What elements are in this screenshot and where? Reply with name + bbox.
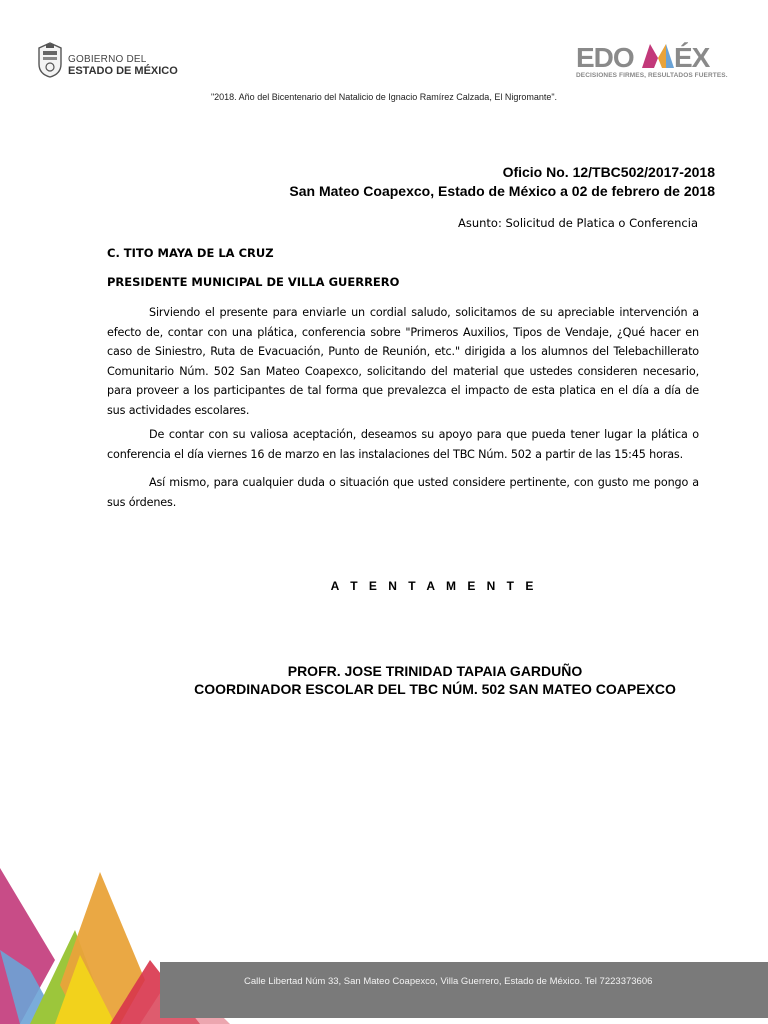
recipient-title: PRESIDENTE MUNICIPAL DE VILLA GUERRERO: [107, 275, 400, 289]
closing-salutation: A T E N T A M E N T E: [330, 579, 538, 593]
footer-address: Calle Libertad Núm 33, San Mateo Coapexco, Villa Guerrero, Estado de México. Tel 7223373606: [244, 976, 653, 987]
signer-name: PROFR. JOSE TRINIDAD TAPAIA GARDUÑO: [287, 663, 583, 679]
edomex-logo: [574, 40, 736, 84]
place-date: San Mateo Coapexco, Estado de México a 02 de febrero de 2018: [289, 183, 715, 199]
gov-logo-line2: ESTADO DE MÉXICO: [68, 65, 178, 77]
svg-text:ÉX: ÉX: [674, 42, 710, 72]
recipient-name: C. TITO MAYA DE LA CRUZ: [107, 246, 274, 260]
state-seal-icon: [36, 42, 64, 78]
oficio-number: Oficio No. 12/TBC502/2017-2018: [502, 164, 715, 180]
year-motto: "2018. Año del Bicentenario del Natalicio de Ignacio Ramírez Calzada, El Nigromante".: [210, 92, 558, 102]
gobierno-estado-mexico-logo: [36, 42, 186, 82]
signer-title: COORDINADOR ESCOLAR DEL TBC NÚM. 502 SAN MATEO COAPEXCO: [194, 681, 676, 697]
svg-text:EDO: EDO: [576, 42, 634, 72]
footer-bar: [160, 962, 768, 1018]
gov-logo-line1: GOBIERNO DEL: [68, 54, 147, 65]
letter-heading: [289, 163, 715, 201]
body-paragraph-2: De contar con su valiosa aceptación, deseamos su apoyo para que pueda tener lugar la plática o conferencia el día viernes 16 de marzo en las instalaciones del TBC Núm. 502 a partir de las 15:45 horas.: [107, 428, 699, 461]
body-paragraph-3: Así mismo, para cualquier duda o situación que usted considere pertinente, con gusto me pongo a sus órdenes.: [107, 476, 699, 509]
body-paragraph-1: Sirviendo el presente para enviarle un cordial saludo, solicitamos de su apreciable intervención a efecto de, contar con una plática, conferencia sobre "Primeros Auxilios, Tipos de Vendaje, ¿Qué hacer en caso de Siniestro, Ruta de Evacuación, Punto de Reunión, etc." dirigida a los alumnos del Telebachillerato Comunitario Núm. 502 San Mateo Coapexco, solicitando del material que ustedes consideren necesario, para proveer a los participantes de tal forma que prevalezca el impacto de esta platica en el día a día de sus actividades escolares.: [107, 306, 699, 417]
edomex-wordmark: [574, 40, 736, 72]
signature-block: [0, 662, 768, 698]
edomex-tagline: DECISIONES FIRMES, RESULTADOS FUERTES.: [576, 72, 728, 79]
subject-line: Asunto: Solicitud de Platica o Conferencia: [457, 216, 698, 230]
